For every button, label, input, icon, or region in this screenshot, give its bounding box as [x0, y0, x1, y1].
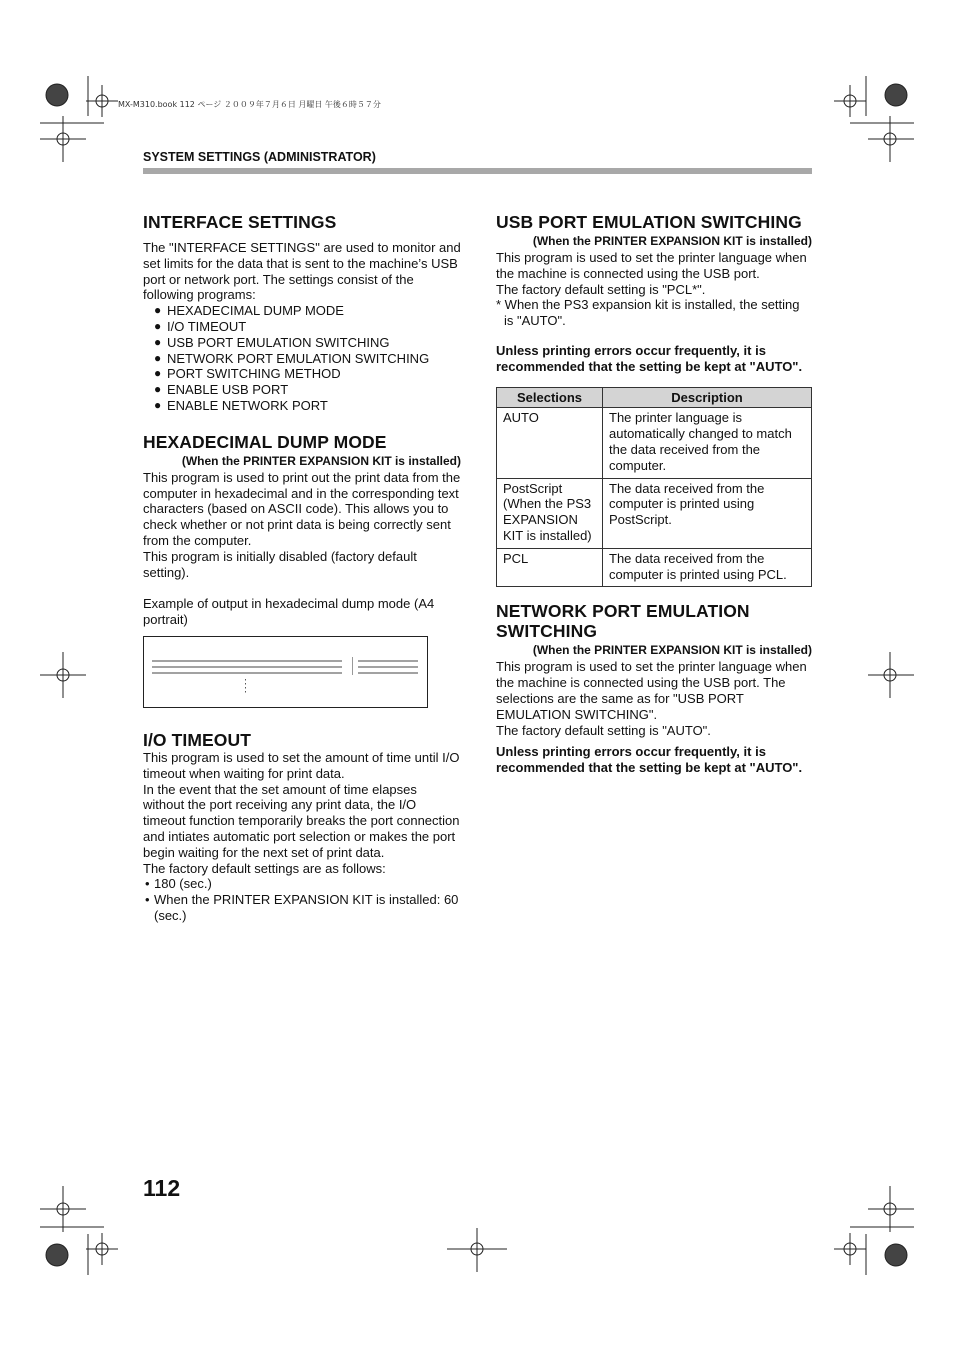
hex-dump-default: This program is initially disabled (factory default setting).	[143, 548, 417, 580]
hex-dump-description: This program is used to print out the print data from the computer in hexadecimal and in the corresponding text characters (based on ASCII code). This allows you to check whether or not print data is being correctly sent from the computer.	[143, 469, 461, 548]
usb-emulation-warning: Unless printing errors occur frequently, it is recommended that the setting be kept at "AUTO".	[496, 342, 803, 374]
print-header: MX-M310.book 112 ページ ２００９年７月６日 月曜日 午後６時５７分	[118, 100, 381, 109]
table-row	[497, 548, 812, 587]
description-cell: The data received from the computer is printed using PCL.	[603, 548, 812, 587]
hex-dump-sample-image	[143, 636, 428, 708]
program-list	[143, 303, 461, 414]
description-cell: The data received from the computer is printed using PostScript.	[603, 478, 812, 548]
network-emulation-description: This program is used to set the printer language when the machine is connected using the USB port. The selections are the same as for "USB PORT EMULATION SWITCHING".	[496, 659, 807, 722]
io-timeout-defaults	[143, 876, 461, 923]
list-item: ● NETWORK PORT EMULATION SWITCHING	[155, 351, 461, 367]
header-rule	[143, 168, 812, 174]
io-timeout-description: This program is used to set the amount of time until I/O timeout when waiting for print data.	[143, 749, 460, 781]
table-header-row	[497, 387, 812, 408]
hex-dump-sample-graphic	[150, 657, 420, 697]
column-header-selections: Selections	[497, 387, 603, 408]
network-emulation-condition: (When the PRINTER EXPANSION KIT is installed)	[532, 643, 812, 658]
hex-dump-example-caption: Example of output in hexadecimal dump mode (A4 portrait)	[143, 596, 435, 628]
network-emulation-default: The factory default setting is "AUTO".	[496, 722, 711, 738]
hex-dump-condition: (When the PRINTER EXPANSION KIT is installed)	[181, 453, 461, 468]
network-emulation-warning: Unless printing errors occur frequently, it is recommended that the setting be kept at "AUTO".	[496, 744, 803, 776]
selection-cell: AUTO	[497, 408, 603, 478]
table-row	[497, 478, 812, 548]
list-item: ● PORT SWITCHING METHOD	[155, 366, 461, 382]
list-item: ● ENABLE NETWORK PORT	[155, 398, 461, 414]
right-column	[496, 212, 812, 776]
hex-dump-title: HEXADECIMAL DUMP MODE	[143, 431, 387, 452]
list-item: ● USB PORT EMULATION SWITCHING	[155, 335, 461, 351]
list-item: ● ENABLE USB PORT	[155, 382, 461, 398]
list-item: • When the PRINTER EXPANSION KIT is installed: 60 (sec.)	[145, 892, 461, 924]
usb-emulation-default: The factory default setting is "PCL*".	[496, 281, 706, 297]
left-column	[143, 212, 461, 924]
io-timeout-title: I/O TIMEOUT	[143, 729, 252, 750]
io-timeout-defaults-intro: The factory default settings are as follows:	[143, 860, 386, 876]
list-item: ● I/O TIMEOUT	[155, 319, 461, 335]
selections-table	[496, 387, 812, 588]
usb-emulation-description: This program is used to set the printer language when the machine is connected using the USB port.	[496, 250, 807, 281]
interface-intro: The "INTERFACE SETTINGS" are used to monitor and set limits for the data that is sent to the machine’s USB port or network port. The settings consist of the following programs:	[143, 240, 461, 303]
usb-emulation-note: * When the PS3 expansion kit is installed, the setting is "AUTO".	[496, 297, 800, 329]
selection-cell: PCL	[497, 548, 603, 587]
list-item: • 180 (sec.)	[145, 876, 461, 892]
usb-emulation-condition: (When the PRINTER EXPANSION KIT is installed)	[532, 234, 812, 248]
table-row	[497, 408, 812, 478]
column-header-description: Description	[603, 387, 812, 408]
io-timeout-detail: In the event that the set amount of time elapses without the port receiving any print data, the I/O timeout function temporarily breaks the port connection and intiates automatic port selection or makes the port begin waiting for the next set of print data.	[143, 781, 460, 860]
list-item: ● HEXADECIMAL DUMP MODE	[155, 303, 461, 319]
description-cell: The printer language is automatically changed to match the data received from the computer.	[603, 408, 812, 478]
network-emulation-title: NETWORK PORT EMULATION SWITCHING	[496, 601, 750, 642]
section-label: SYSTEM SETTINGS (ADMINISTRATOR)	[143, 150, 376, 164]
page-number: 112	[143, 1175, 181, 1201]
usb-emulation-title: USB PORT EMULATION SWITCHING	[496, 212, 802, 232]
selection-cell: PostScript (When the PS3 EXPANSION KIT is installed)	[497, 478, 603, 548]
interface-settings-title: INTERFACE SETTINGS	[143, 212, 337, 232]
